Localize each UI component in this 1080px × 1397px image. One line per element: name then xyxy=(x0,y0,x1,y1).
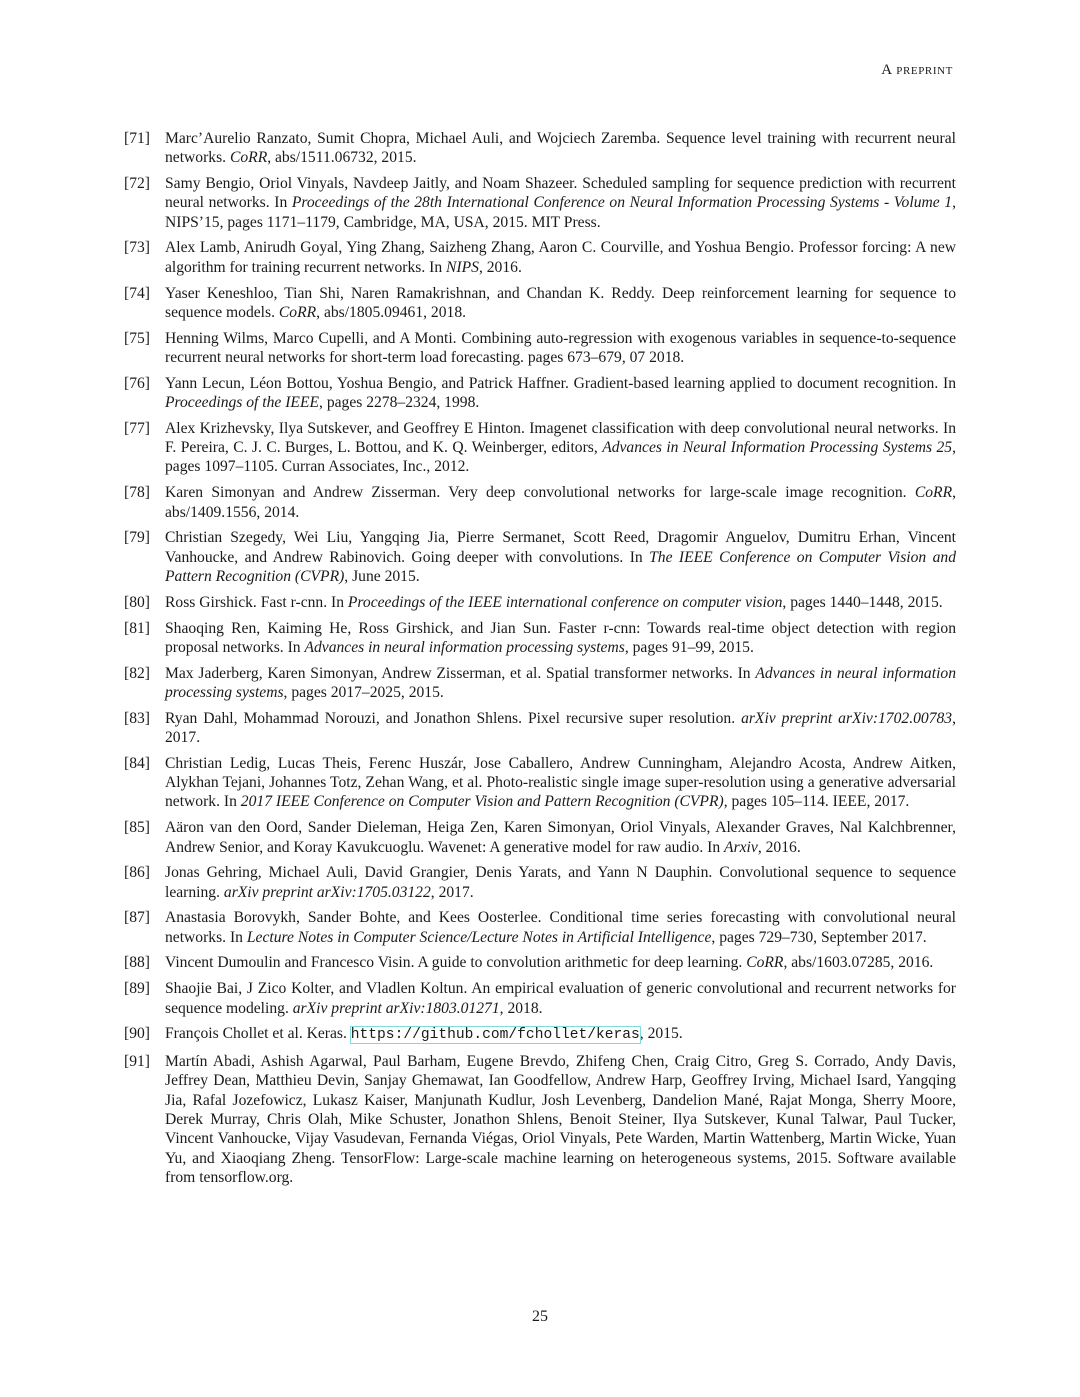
reference-text xyxy=(165,238,956,277)
reference-text xyxy=(165,528,956,586)
reference-number: [84] xyxy=(124,754,150,772)
reference-segment: Christian Szegedy, Wei Liu, Yangqing Jia, Pierre Sermanet, Scott Reed, Dragomir Anguelov, Dumitru Erhan, Vincent Vanhoucke, and Andrew Rabinovich. Going deeper with convolutions. In xyxy=(165,529,956,566)
reference-entry xyxy=(124,129,956,168)
reference-segment: , abs/1409.1556, 2014. xyxy=(165,484,956,521)
reference-segment: Shaoqing Ren, Kaiming He, Ross Girshick, and Jian Sun. Faster r-cnn: Towards real-time object detection with region proposal networks. In xyxy=(165,619,956,656)
reference-number: [79] xyxy=(124,529,150,547)
reference-segment: Christian Ledig, Lucas Theis, Ferenc Huszár, Jose Caballero, Andrew Cunningham, Alejandro Acosta, Andrew Aitken, Alykhan Tejani, Johannes Totz, Zehan Wang, et al. Photo-realistic single image super-resolution using a generative adversarial network. In xyxy=(165,754,956,811)
reference-text xyxy=(165,818,956,857)
reference-entry xyxy=(124,174,956,232)
reference-segment: , pages 105–114. IEEE, 2017. xyxy=(723,793,910,811)
reference-segment: Aäron van den Oord, Sander Dieleman, Heiga Zen, Karen Simonyan, Oriol Vinyals, Alexander Graves, Nal Kalchbrenner, Andrew Senior, and Koray Kavukcuoglu. Wavenet: A generative model for raw audio. In xyxy=(165,819,956,856)
reference-segment: , abs/1603.07285, 2016. xyxy=(783,954,934,972)
reference-segment: Henning Wilms, Marco Cupelli, and A Monti. Combining auto-regression with exogenous variables in sequence-to-sequence recurrent neural networks for short-term load forecasting. pages 673–679, 07 2018. xyxy=(165,329,956,366)
reference-text xyxy=(165,863,956,902)
reference-number: [83] xyxy=(124,709,150,727)
reference-segment: Shaojie Bai, J Zico Kolter, and Vladlen Koltun. An empirical evaluation of generic convolutional and recurrent networks for sequence modeling. xyxy=(165,980,956,1017)
reference-text xyxy=(165,1052,956,1187)
reference-text xyxy=(165,953,956,972)
reference-segment: Karen Simonyan and Andrew Zisserman. Very deep convolutional networks for large-scale image recognition. xyxy=(165,484,915,502)
reference-link[interactable]: https://github.com/fchollet/keras xyxy=(350,1027,640,1044)
reference-text xyxy=(165,1024,956,1045)
reference-venue: Advances in Neural Information Processing Systems 25 xyxy=(602,439,953,457)
reference-venue: Arxiv xyxy=(724,838,758,856)
reference-number: [76] xyxy=(124,374,150,392)
reference-venue: arXiv preprint arXiv:1705.03122 xyxy=(223,883,431,901)
reference-text xyxy=(165,709,956,748)
reference-entry xyxy=(124,483,956,522)
reference-text xyxy=(165,979,956,1018)
reference-entry xyxy=(124,863,956,902)
reference-entry xyxy=(124,979,956,1018)
reference-entry xyxy=(124,664,956,703)
reference-number: [77] xyxy=(124,419,150,437)
reference-text xyxy=(165,483,956,522)
reference-segment: , 2016. xyxy=(478,258,522,276)
reference-venue: CoRR xyxy=(746,954,784,972)
reference-segment: , 2017. xyxy=(165,709,956,747)
reference-number: [74] xyxy=(124,284,150,302)
reference-entry xyxy=(124,1052,956,1187)
reference-text xyxy=(165,374,956,413)
reference-segment: Yann Lecun, Léon Bottou, Yoshua Bengio, and Patrick Haffner. Gradient-based learning applied to document recognition. In xyxy=(165,374,956,392)
reference-entry xyxy=(124,1024,956,1045)
reference-number: [85] xyxy=(124,819,150,837)
reference-entry xyxy=(124,419,956,477)
reference-segment: Anastasia Borovykh, Sander Bohte, and Kees Oosterlee. Conditional time series forecasting with convolutional neural networks. In xyxy=(165,909,956,946)
reference-text xyxy=(165,284,956,323)
reference-text xyxy=(165,664,956,703)
reference-number: [89] xyxy=(124,980,150,998)
reference-venue: Proceedings of the IEEE xyxy=(165,394,320,412)
reference-number: [91] xyxy=(124,1053,150,1071)
reference-segment: Ross Girshick. Fast r-cnn. In xyxy=(165,593,348,611)
reference-entry xyxy=(124,593,956,612)
reference-segment: , 2018. xyxy=(499,999,543,1017)
reference-segment: Max Jaderberg, Karen Simonyan, Andrew Zisserman, et al. Spatial transformer networks. In xyxy=(165,664,756,682)
reference-venue: CoRR xyxy=(914,484,953,502)
reference-segment: François Chollet et al. Keras. xyxy=(165,1025,351,1043)
reference-number: [90] xyxy=(124,1025,150,1043)
reference-segment: Alex Lamb, Anirudh Goyal, Ying Zhang, Saizheng Zhang, Aaron C. Courville, and Yoshua Bengio. Professor forcing: A new algorithm for training recurrent networks. In xyxy=(165,239,956,276)
reference-entry xyxy=(124,619,956,658)
reference-text xyxy=(165,908,956,947)
reference-venue: Proceedings of the IEEE international conference on computer vision xyxy=(347,593,783,611)
reference-entry xyxy=(124,709,956,748)
reference-venue: CoRR xyxy=(229,149,268,167)
page-number: 25 xyxy=(532,1308,548,1325)
reference-text xyxy=(165,619,956,658)
reference-venue: The IEEE Conference on Computer Vision and Pattern Recognition (CVPR) xyxy=(165,548,957,585)
reference-text xyxy=(165,419,956,477)
reference-segment: , abs/1511.06732, 2015. xyxy=(267,149,417,167)
reference-venue: arXiv preprint arXiv:1803.01271 xyxy=(292,999,500,1017)
reference-entry xyxy=(124,284,956,323)
reference-venue: Lecture Notes in Computer Science/Lecture Notes in Artificial Intelligence xyxy=(246,928,712,946)
reference-venue: Proceedings of the 28th International Conference on Neural Information Processing Systems - Volume 1 xyxy=(291,194,953,212)
reference-venue: arXiv preprint arXiv:1702.00783 xyxy=(741,709,953,727)
reference-venue: Advances in neural information processing systems xyxy=(304,638,625,656)
reference-segment: Alex Krizhevsky, Ilya Sutskever, and Geoffrey E Hinton. Imagenet classification with deep convolutional neural networks. In F. Pereira, C. J. C. Burges, L. Bottou, and K. Q. Weinberger, editors, xyxy=(165,419,956,457)
reference-entry xyxy=(124,329,956,368)
reference-venue: NIPS xyxy=(446,258,479,276)
running-header: A preprint xyxy=(881,62,953,78)
reference-number: [73] xyxy=(124,239,150,257)
reference-segment: Marc’Aurelio Ranzato, Sumit Chopra, Michael Auli, and Wojciech Zaremba. Sequence level training with recurrent neural networks. xyxy=(165,130,956,167)
reference-entry xyxy=(124,754,956,812)
reference-segment: , abs/1805.09461, 2018. xyxy=(316,303,467,321)
reference-number: [81] xyxy=(124,619,150,637)
reference-segment: Martín Abadi, Ashish Agarwal, Paul Barham, Eugene Brevdo, Zhifeng Chen, Craig Citro, Greg S. Corrado, Andy Davis, Jeffrey Dean, Matthieu Devin, Sanjay Ghemawat, Ian Goodfellow, Andrew Harp, Geoffrey Irving, Michael Isard, Yangqing Jia, Rafal Jozefowicz, Lukasz Kaiser, Manjunath Kudlur, Josh Levenberg, Dandelion Mané, Rajat Monga, Sherry Moore, Derek Murray, Chris Olah, Mike Schuster, Jonathon Shlens, Benoit Steiner, Ilya Sutskever, Kunal Talwar, Paul Tucker, Vincent Vanhoucke, Vijay Vasudevan, Fernanda Viégas, Oriol Vinyals, Pete Warden, Martin Wattenberg, Martin Wicke, Yuan Yu, and Xiaoqiang Zheng. TensorFlow: Large-scale machine learning on heterogeneous systems, 2015. Software available from tensorflow.org. xyxy=(165,1053,956,1186)
reference-venue: Advances in neural information processing systems xyxy=(165,664,956,701)
reference-venue: CoRR xyxy=(278,303,317,321)
reference-entry xyxy=(124,818,956,857)
reference-segment: , pages 2017–2025, 2015. xyxy=(283,683,444,701)
reference-text xyxy=(165,174,956,232)
reference-segment: , pages 1097–1105. Curran Associates, Inc., 2012. xyxy=(165,439,956,476)
reference-segment: Samy Bengio, Oriol Vinyals, Navdeep Jaitly, and Noam Shazeer. Scheduled sampling for sequence prediction with recurrent neural networks. In xyxy=(165,175,956,212)
reference-venue: 2017 IEEE Conference on Computer Vision and Pattern Recognition (CVPR) xyxy=(240,793,724,811)
reference-text xyxy=(165,593,956,612)
reference-entry xyxy=(124,374,956,413)
reference-segment: Vincent Dumoulin and Francesco Visin. A guide to convolution arithmetic for deep learning. xyxy=(165,954,747,972)
reference-number: [80] xyxy=(124,593,150,611)
reference-segment: , pages 1440–1448, 2015. xyxy=(782,593,943,611)
reference-text xyxy=(165,754,956,812)
reference-text xyxy=(165,129,956,168)
reference-segment: , 2017. xyxy=(430,883,474,901)
reference-segment: , NIPS’15, pages 1171–1179, Cambridge, MA, USA, 2015. MIT Press. xyxy=(165,194,956,231)
reference-entry xyxy=(124,908,956,947)
reference-number: [82] xyxy=(124,664,150,682)
reference-segment: , pages 729–730, September 2017. xyxy=(711,928,927,946)
reference-entry xyxy=(124,953,956,972)
reference-list xyxy=(124,129,956,1194)
reference-segment: Ryan Dahl, Mohammad Norouzi, and Jonathon Shlens. Pixel recursive super resolution. xyxy=(165,709,742,727)
reference-segment: Jonas Gehring, Michael Auli, David Grangier, Denis Yarats, and Yann N Dauphin. Convolutional sequence to sequence learning. xyxy=(165,864,956,901)
reference-number: [71] xyxy=(124,130,150,147)
reference-number: [86] xyxy=(124,864,150,882)
reference-segment: , 2016. xyxy=(757,838,801,856)
reference-segment: Yaser Keneshloo, Tian Shi, Naren Ramakrishnan, and Chandan K. Reddy. Deep reinforcement learning for sequence to sequence models. xyxy=(165,284,956,321)
reference-segment: , pages 2278–2324, 1998. xyxy=(319,394,480,412)
reference-segment: , 2015. xyxy=(639,1025,683,1043)
reference-number: [88] xyxy=(124,954,150,972)
reference-number: [72] xyxy=(124,175,150,193)
reference-segment: , June 2015. xyxy=(344,567,420,585)
reference-number: [87] xyxy=(124,909,150,927)
reference-entry xyxy=(124,528,956,586)
reference-segment: , pages 91–99, 2015. xyxy=(624,638,754,656)
reference-number: [75] xyxy=(124,329,150,347)
reference-text xyxy=(165,329,956,368)
reference-entry xyxy=(124,238,956,277)
reference-number: [78] xyxy=(124,484,150,502)
